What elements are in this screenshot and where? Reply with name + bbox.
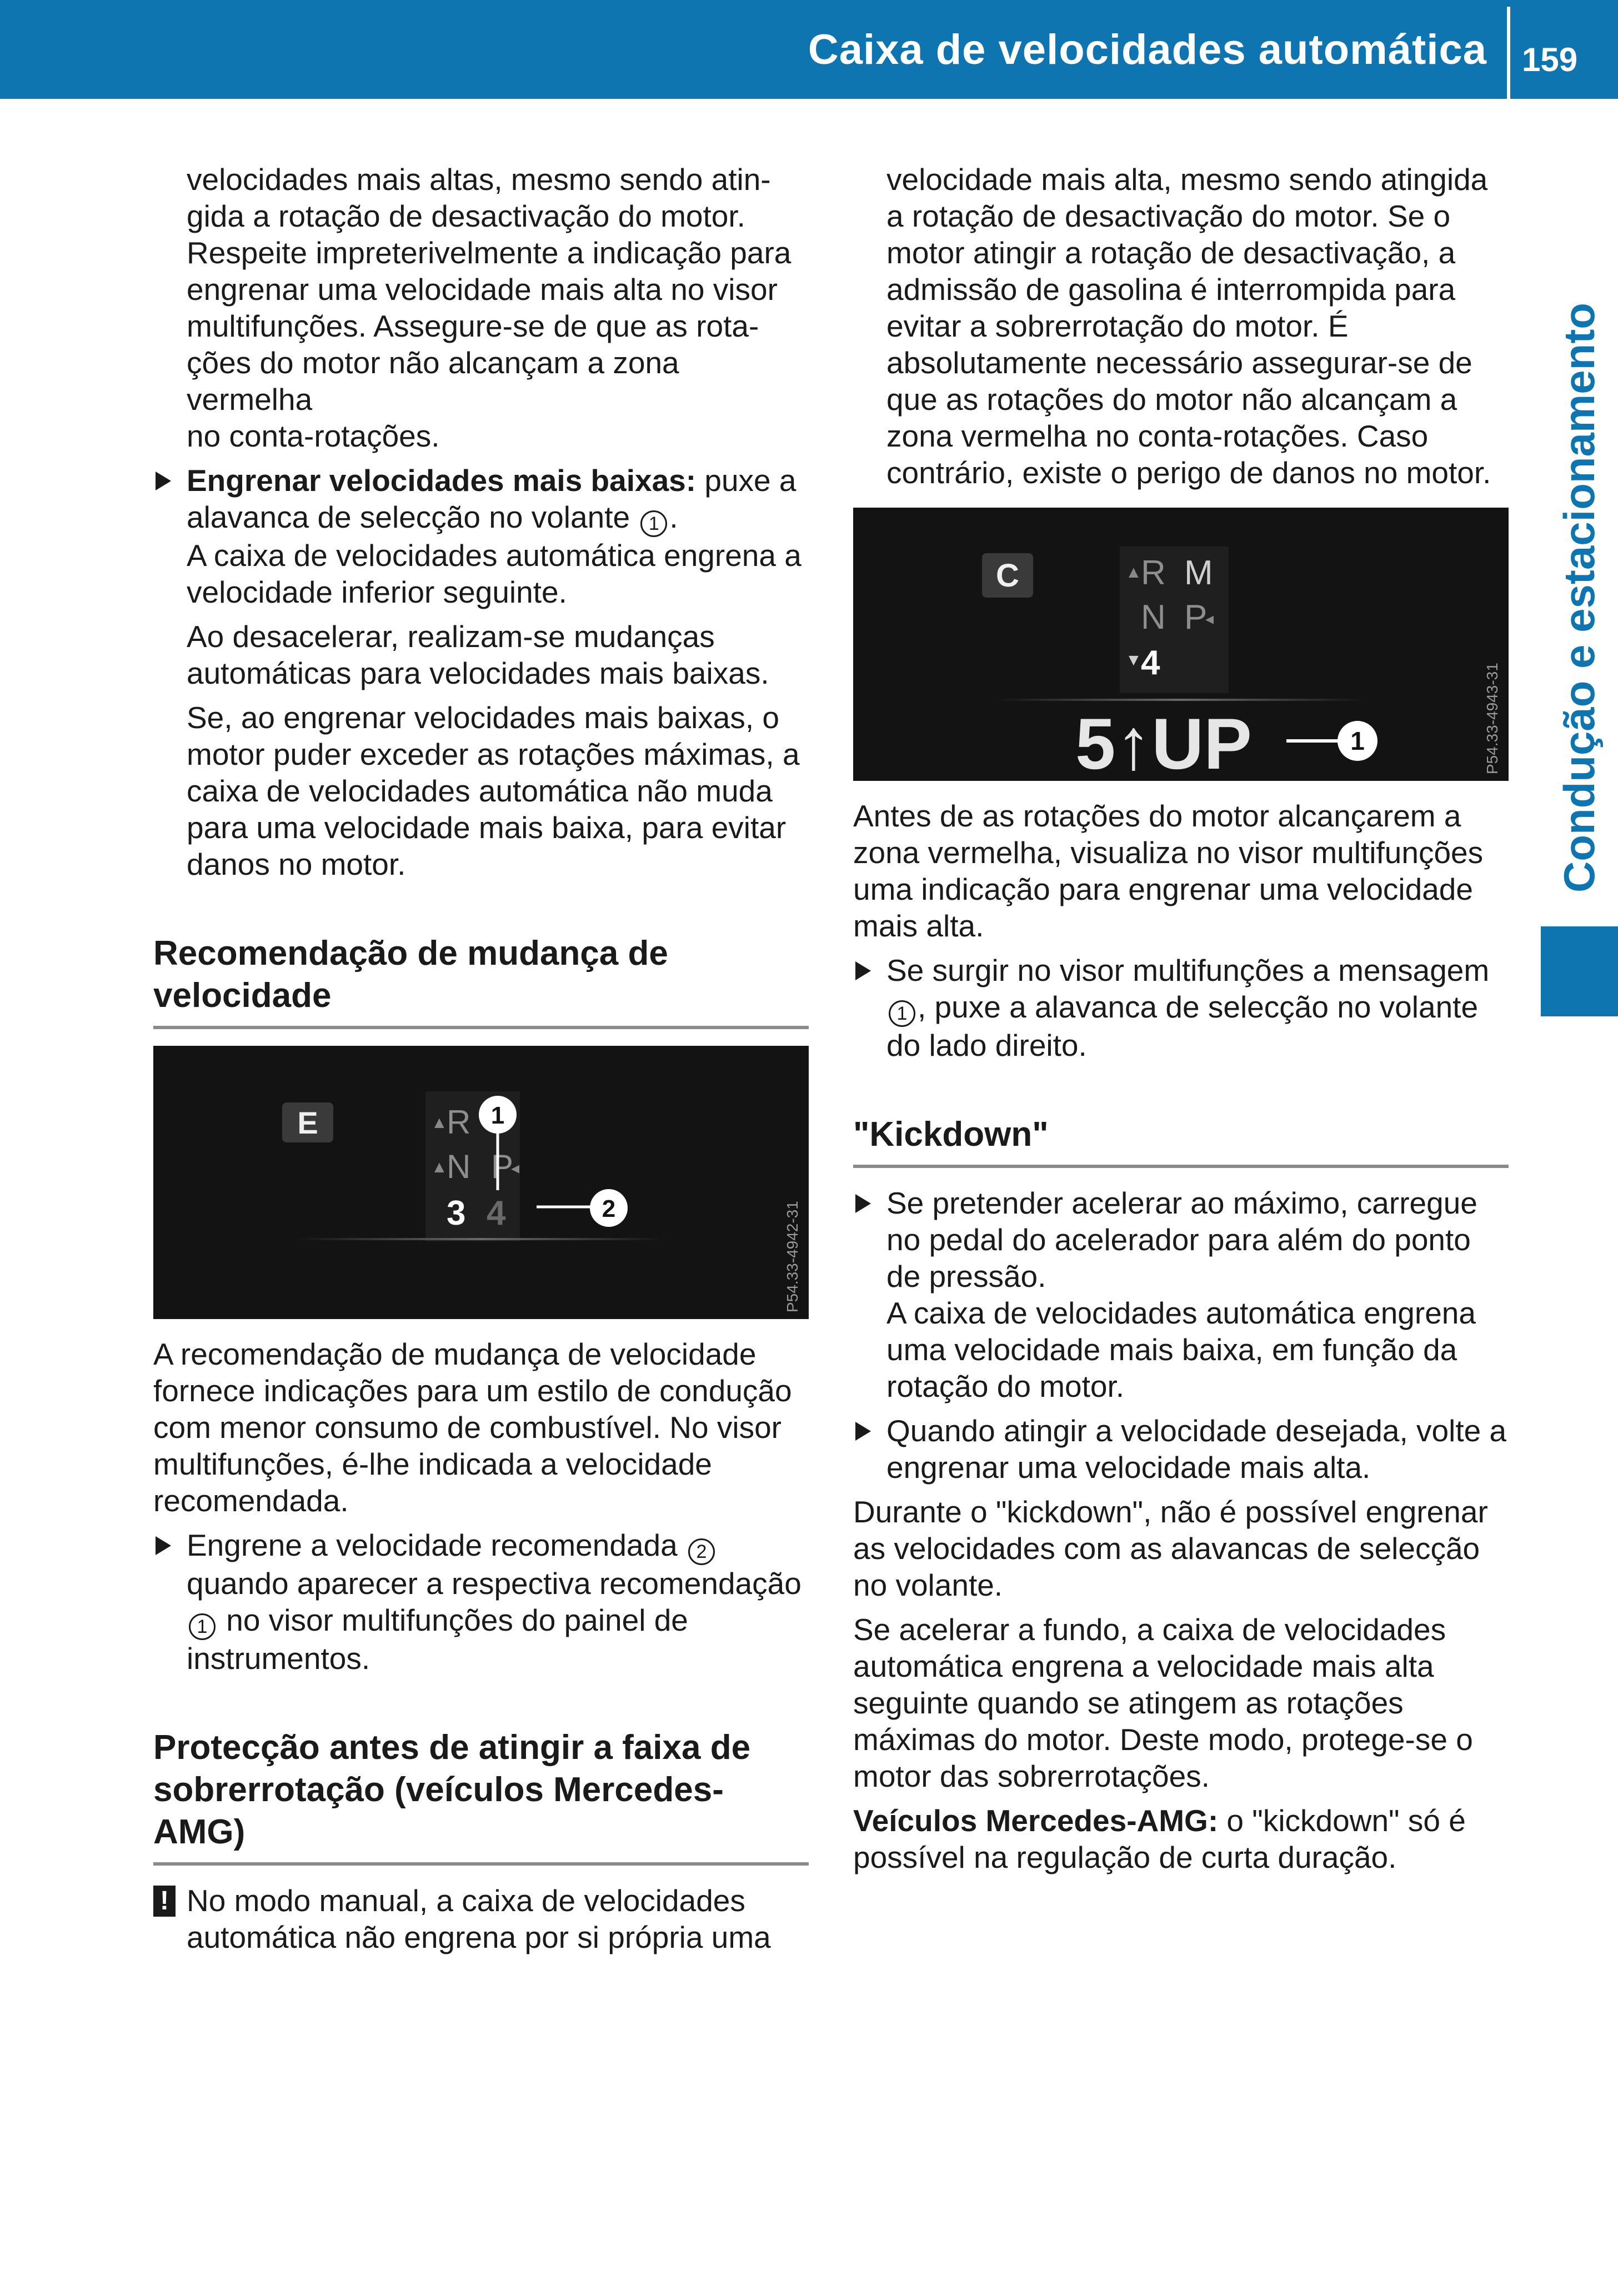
kickdown-instruction-1	[853, 1185, 1509, 1405]
downshift-decel: Ao desacelerar, realizam-se mudanças automáticas para velocidades mais baixas.	[187, 619, 769, 690]
upshift-bullet-b: , puxe a alavanca de selecção no volante do lado direito.	[886, 990, 1479, 1062]
recommendation-bullet-b: quando aparecer a respectiva recomendação	[187, 1566, 802, 1601]
gear-n: N	[1141, 598, 1166, 636]
downshift-text-end: .	[669, 500, 678, 534]
heading-recommendation: Recomendação de mudança de velocidade	[153, 933, 809, 1029]
recommendation-bullet-a: Engrene a velocidade recomendada	[187, 1528, 678, 1562]
heading-protection: Protecção antes de atingir a faixa de sobrerrotação (veículos Mercedes-AMG)	[153, 1727, 809, 1866]
downshift-label: Engrenar velocidades mais baixas:	[187, 463, 697, 498]
left-marker-icon: ◂	[1205, 610, 1214, 628]
right-column	[853, 161, 1509, 1876]
heading-kickdown: "Kickdown"	[853, 1114, 1509, 1168]
callout-1-number: 1	[490, 1102, 505, 1129]
kickdown-bullet-1: Se pretender acelerar ao máximo, carregue no pedal do acelerador para além do ponto de pressão.	[886, 1186, 1477, 1294]
figure-gear-recommendation	[153, 1046, 809, 1319]
display-baseline	[998, 699, 1364, 701]
upshift-bullet-a: Se surgir no visor multifunções a mensagem	[886, 953, 1490, 987]
figure-upshift-message	[853, 508, 1509, 781]
current-gear: 3	[447, 1194, 466, 1232]
amg-text: o "kickdown" só é possível na regulação de curta duração.	[853, 1803, 1466, 1874]
downshift-text: puxe a alavanca de selecção no volante	[187, 463, 797, 534]
kickdown-para-1: Durante o "kickdown", não é possível engrenar as velocidades com as alavancas de selecção no volante.	[853, 1495, 1488, 1602]
callout-1-icon: 1	[640, 510, 667, 537]
gear-p: P	[491, 1148, 514, 1185]
gear-m: M	[1184, 554, 1213, 592]
amg-note	[853, 1802, 1509, 1876]
gear-n: N	[447, 1148, 471, 1185]
bullet-triangle-icon	[855, 1194, 871, 1213]
bullet-triangle-icon	[156, 1536, 171, 1555]
intro-line: velocidades mais altas, mesmo sendo atin-	[187, 162, 771, 197]
recommendation-bullet-c: no visor multifunções do painel de instrumentos.	[187, 1603, 688, 1676]
warning-icon: !	[153, 1886, 176, 1917]
downshift-result: A caixa de velocidades automática engrena a velocidade inferior seguinte.	[187, 538, 802, 609]
intro-line: Respeite impreterivelmente a indicação para	[187, 235, 792, 270]
kickdown-instruction-2	[853, 1412, 1509, 1486]
down-marker-icon: ▼	[1125, 651, 1142, 669]
page-number: 159	[1522, 41, 1578, 78]
gear-r: R	[1141, 554, 1166, 592]
intro-line: ções do motor não alcançam a zona vermelha	[187, 345, 679, 417]
left-marker-icon: ◂	[511, 1159, 520, 1177]
recommendation-text: A recomendação de mudança de velocidade fornece indicações para um estilo de condução com menor consumo de combustível. No visor multifunções, é-lhe indicada a velocidade recomendada.	[153, 1337, 792, 1518]
left-column	[153, 161, 809, 1956]
bullet-triangle-icon	[855, 1422, 871, 1441]
amg-label: Veículos Mercedes-AMG:	[853, 1803, 1219, 1838]
callout-1-number: 1	[1350, 726, 1365, 755]
figure-code: P54.33-4942-31	[784, 1201, 801, 1312]
callout-2-icon: 2	[688, 1538, 715, 1565]
upshift-instruction	[853, 952, 1509, 1064]
recommended-gear: 4	[487, 1194, 506, 1232]
up-marker-icon: ▲	[431, 1158, 448, 1176]
gear-r: R	[447, 1104, 471, 1141]
kickdown-bullet-1-result: A caixa de velocidades automática engrena uma velocidade mais baixa, em função da rotação do motor.	[886, 1296, 1476, 1403]
bullet-triangle-icon	[156, 472, 171, 490]
mode-letter: C	[996, 558, 1019, 594]
intro-line: gida a rotação de desactivação do motor.	[187, 199, 745, 233]
callout-1-icon: 1	[889, 1000, 915, 1027]
intro-line: no conta-rotações.	[187, 419, 440, 453]
lower-gear: 4	[1141, 644, 1160, 682]
figure-upshift-message-graphic	[853, 508, 1509, 781]
up-marker-icon: ▲	[431, 1114, 448, 1132]
display-baseline	[298, 1238, 664, 1240]
intro-line: engrenar uma velocidade mais alta no visor	[187, 272, 778, 307]
warning-continued: velocidade mais alta, mesmo sendo atingida a rotação de desactivação do motor. Se o motor atingir a rotação de desactivação, a admissão de gasolina é interrompida para evitar a sobrerrotação do motor. É absolutamente necessário assegurar-se de que as rotações do motor não alcançam a zona vermelha no conta-rotações. Caso contrário, existe o perigo de danos no motor.	[886, 162, 1491, 490]
page-title: Caixa de velocidades automática	[808, 26, 1487, 73]
section-tab-label: Condução e estacionamento	[1555, 303, 1604, 893]
kickdown-bullet-2: Quando atingir a velocidade desejada, volte a engrenar uma velocidade mais alta.	[886, 1413, 1507, 1485]
figure-gear-recommendation-graphic	[153, 1046, 809, 1319]
gear-p: P	[1184, 598, 1208, 636]
bullet-triangle-icon	[855, 961, 871, 980]
warning-block	[153, 1882, 809, 1956]
figure-code: P54.33-4943-31	[1484, 663, 1501, 774]
header-divider	[1507, 7, 1510, 99]
upshift-text: Antes de as rotações do motor alcançarem a zona vermelha, visualiza no visor multifunções uma indicação para engrenar uma velocidade mais alta.	[853, 799, 1484, 943]
intro-line: multifunções. Assegure-se de que as rota-	[187, 309, 759, 343]
mode-letter: E	[297, 1105, 318, 1140]
downshift-limit: Se, ao engrenar velocidades mais baixas, o motor puder exceder as rotações máximas, a caixa de velocidades automática não muda para uma velocidade mais baixa, para evitar danos no motor.	[187, 700, 800, 881]
section-tab-marker	[1541, 926, 1618, 1016]
callout-1-icon: 1	[189, 1613, 216, 1640]
up-marker-icon: ▲	[1125, 563, 1142, 581]
intro-paragraph	[153, 161, 809, 454]
callout-2-number: 2	[602, 1195, 616, 1222]
downshift-instruction	[153, 462, 809, 610]
upshift-message: 5↑UP	[1075, 703, 1252, 781]
recommendation-instruction	[153, 1527, 809, 1677]
warning-text: No modo manual, a caixa de velocidades automática não engrena por si própria uma	[187, 1883, 771, 1954]
kickdown-para-2: Se acelerar a fundo, a caixa de velocidades automática engrena a velocidade mais alta seguinte quando se atingem as rotações máximas do motor. Deste modo, protege-se o motor das sobrerrotações.	[853, 1612, 1473, 1793]
